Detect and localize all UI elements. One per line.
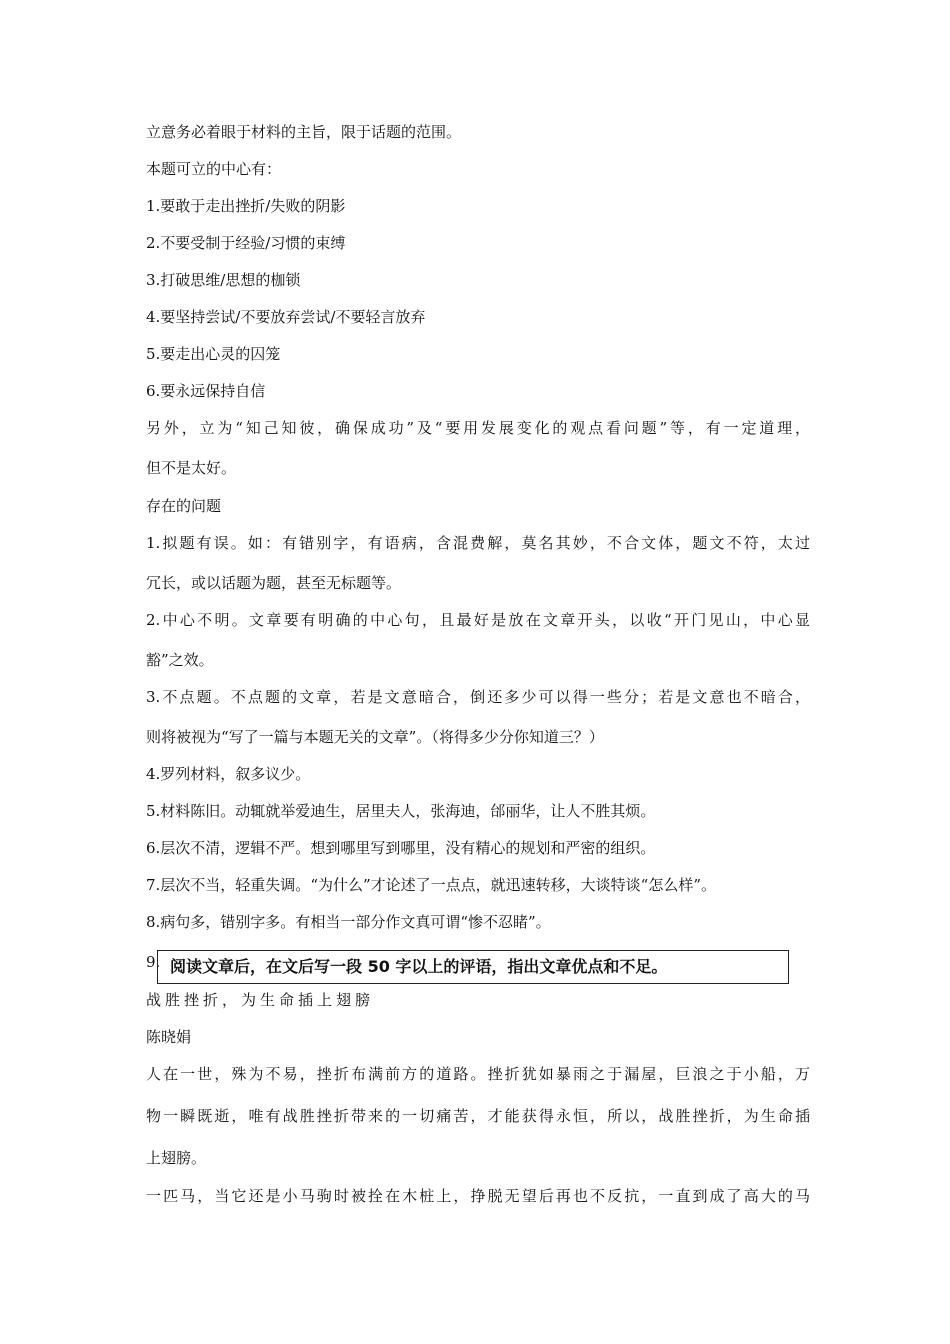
list-item: 6.层次不清，逻辑不严。想到哪里写到哪里，没有精心的规划和严密的组织。	[146, 839, 656, 857]
text-line: 立意务必着眼于材料的主旨，限于话题的范围。	[146, 123, 462, 141]
document-page	[146, 122, 810, 1223]
list-item: 4.要坚持尝试/不要放弃尝试/不要轻言放弃	[146, 308, 426, 326]
list-item: 7.层次不当，轻重失调。“为什么”才论述了一点点，就迅速转移，大谈特谈“怎么样”。	[146, 876, 716, 894]
list-item: 3.打破思维/思想的枷锁	[146, 271, 301, 289]
text-line: 冗长，或以话题为题，甚至无标题等。	[146, 574, 402, 592]
list-item-9	[146, 950, 810, 990]
list-item: 6.要永远保持自信	[146, 382, 266, 400]
essay-paragraph-line: 一匹马，当它还是小马驹时被拴在木桩上，挣脱无望后再也不反抗，一直到成了高大的马	[146, 1187, 810, 1205]
list-item-number: 9.	[146, 953, 161, 971]
text-line: 本题可立的中心有：	[146, 160, 282, 178]
list-item: 4.罗列材料，叙多议少。	[146, 765, 311, 783]
text-line: 但不是太好。	[146, 459, 237, 477]
list-item: 1.要敢于走出挫折/失败的阴影	[146, 197, 346, 215]
list-item: 2.不要受制于经验/习惯的束缚	[146, 234, 346, 252]
task-instruction-box: 阅读文章后，在文后写一段 50 字以上的评语，指出文章优点和不足。	[157, 950, 789, 984]
list-item: 5.要走出心灵的囚笼	[146, 345, 281, 363]
essay-title: 战胜挫折，为生命插上翅膀	[146, 991, 375, 1009]
text-line: 则将被视为“写了一篇与本题无关的文章”。（将得多少分你知道三？）	[146, 728, 604, 746]
essay-paragraph-line: 人在一世，殊为不易，挫折布满前方的道路。挫折犹如暴雨之于漏屋，巨浪之于小船，万	[146, 1065, 810, 1083]
text-line: 另外，立为“知己知彼，确保成功”及“要用发展变化的观点看问题”等，有一定道理，	[146, 419, 810, 437]
list-item: 1.拟题有误。如：有错别字，有语病，含混费解，莫名其妙，不合文体，题文不符，太过	[146, 534, 810, 552]
essay-author: 陈晓娟	[146, 1028, 192, 1046]
list-item: 3.不点题。不点题的文章，若是文意暗合，倒还多少可以得一些分；若是文意也不暗合，	[146, 688, 810, 706]
section-heading: 存在的问题	[146, 497, 222, 515]
essay-paragraph-line: 物一瞬既逝，唯有战胜挫折带来的一切痛苦，才能获得永恒，所以，战胜挫折，为生命插	[146, 1107, 810, 1125]
text-line: 豁”之效。	[146, 651, 214, 669]
list-item: 2.中心不明。文章要有明确的中心句，且最好是放在文章开头，以收“开门见山，中心显	[146, 611, 810, 629]
list-item: 5.材料陈旧。动辄就举爱迪生，居里夫人，张海迪，邰丽华，让人不胜其烦。	[146, 802, 656, 820]
list-item: 8.病句多，错别字多。有相当一部分作文真可谓“惨不忍睹”。	[146, 913, 551, 931]
essay-paragraph-line: 上翅膀。	[146, 1149, 207, 1167]
